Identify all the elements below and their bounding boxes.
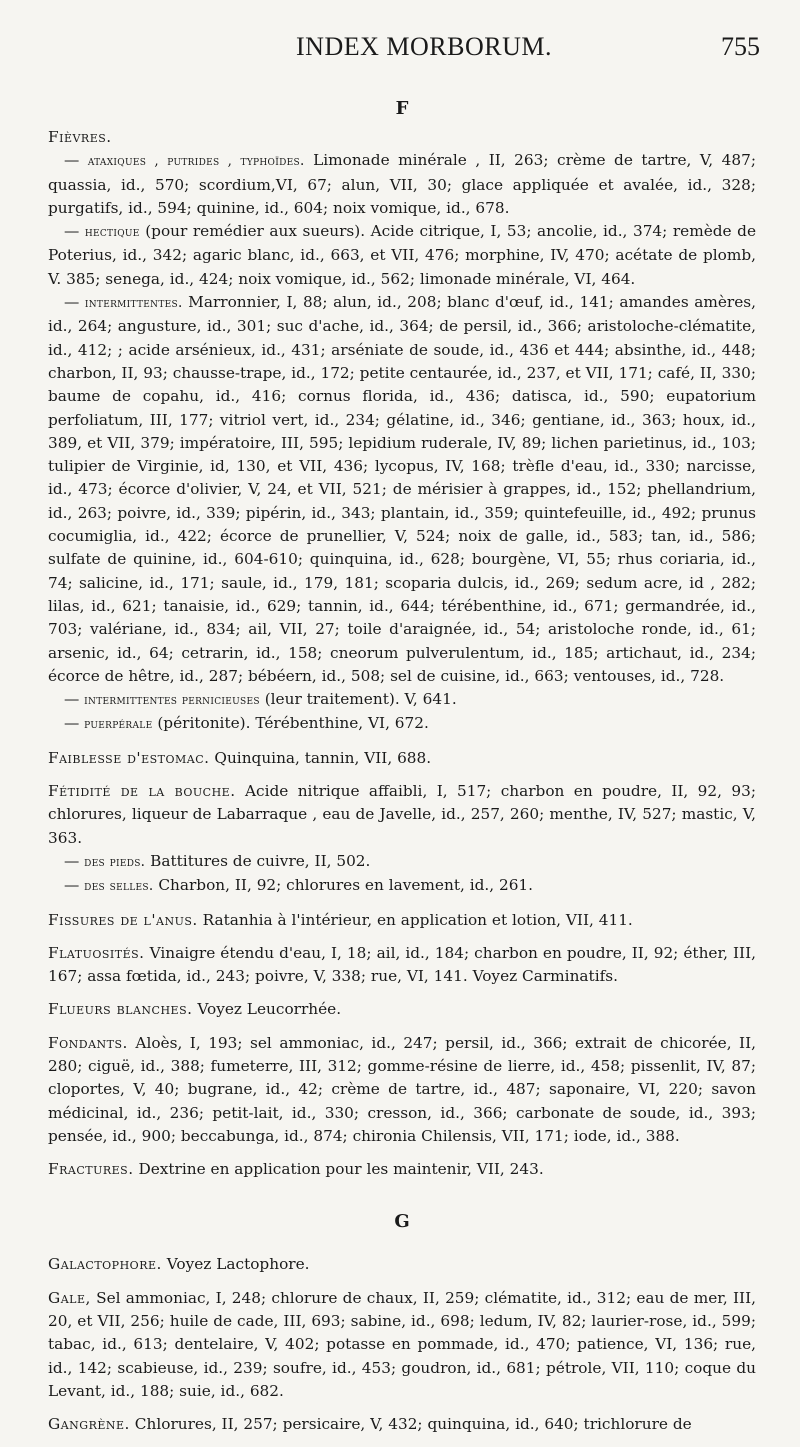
entry-heading: Gale, xyxy=(48,1288,91,1307)
sub-entry-hectique: — hectique (pour remédier aux sueurs). Acide citrique, I, 53; ancolie, id., 374; remède de Poterius, id., 342; agaric blanc, id., 663, et VII, 476; morphine, IV, 470; acétate de plomb, V. 385; senega, id., 424; noix vomique, id., 562; limonade minérale, VI, 464. xyxy=(48,222,756,288)
entry-heading: Flueurs blanches. xyxy=(48,1000,193,1019)
running-title: INDEX MORBORUM. xyxy=(296,32,552,61)
entry-heading: Fondants. xyxy=(48,1033,128,1052)
index-entry-fractures xyxy=(48,1158,756,1181)
entry-text: Aloès, I, 193; sel ammoniac, id., 247; persil, id., 366; extrait de chicorée, II, 280; ciguë, id., 388; fumeterre, III, 312; gomme-résine de lierre, id., 458; pissenlit, IV, 87; cloportes, V, 40; bugrane, id., 42; crème de tartre, id., 487; saponaire, VI, 220; savon médicinal, id., 236; petit-lait, id., 330; cresson, id., 366; carbonate de soude, id., 393; pensée, id., 900; beccabunga, id., 874; chironia Chilensis, VII, 171; iode, id., 388. xyxy=(48,1033,756,1145)
sub-entry-label: des pieds. xyxy=(84,853,146,870)
entry-heading: Fétidité de la bouche. xyxy=(48,782,236,801)
index-body xyxy=(48,92,756,1447)
sub-entry-label: des selles. xyxy=(84,878,154,895)
entry-heading: Faiblesse d'estomac. xyxy=(48,748,210,767)
entry-heading: Galactophore. xyxy=(48,1255,162,1274)
sub-entry-text: Charbon, II, 92; chlorures en lavement, id., 261. xyxy=(158,876,534,895)
sub-entry-label: intermittentes pernicieuses xyxy=(84,692,260,709)
sub-entry-label: ataxiques , putrides , typhoïdes. xyxy=(87,153,305,170)
index-entry-fondants xyxy=(48,1032,756,1148)
sub-entry-text: (pour remédier aux sueurs). Acide citrique, I, 53; ancolie, id., 374; remède de Poterius, id., 342; agaric blanc, id., 663, et VII, 476; morphine, IV, 470; acétate de plomb, V. 385; senega, id., 424; noix vomique, id., 562; limonade minérale, VI, 464. xyxy=(48,222,756,288)
page-number: 755 xyxy=(721,32,760,61)
section-letter-f: F xyxy=(395,98,409,119)
entry-heading: Fractures. xyxy=(48,1160,134,1179)
index-entry-fissures xyxy=(48,909,756,932)
running-header xyxy=(48,32,760,72)
index-entry-fievres xyxy=(48,126,756,149)
index-entry-gale xyxy=(48,1287,756,1403)
entry-text: Sel ammoniac, I, 248; chlorure de chaux, II, 259; clématite, id., 312; eau de mer, III, 20, et VII, 256; huile de cade, III, 693; sabine, id., 698; ledum, IV, 82; laurier-rose, id., 599; tabac, id., 613; dentelaire, V, 402; potasse en pommade, id., 470; patience, VI, 136; rue, id., 142; scabieuse, id., 239; soufre, id., 453; goudron, id., 681; pétrole, VII, 110; coque du Levant, id., 188; suie, id., 682. xyxy=(48,1288,756,1400)
sub-entry-pieds: — des pieds. Battitures de cuivre, II, 502. xyxy=(64,851,371,870)
entry-text: Voyez Leucorrhée. xyxy=(197,1000,342,1019)
index-entry-gangrene xyxy=(48,1413,756,1436)
sub-entry-text: (péritonite). Térébenthine, VI, 672. xyxy=(157,714,429,733)
sub-entry-ataxiques: — ataxiques , putrides , typhoïdes. Limonade minérale , II, 263; crème de tartre, V, 487; quassia, id., 570; scordium,VI, 67; alun, VII, 30; glace appliquée et avalée, id., 328; purgatifs, id., 594; quinine, id., 604; noix vomique, id., 678. xyxy=(48,151,756,217)
entry-text: Acide nitrique affaibli, I, 517; charbon en poudre, II, 92, 93; chlorures, liqueur de Labarraque , eau de Javelle, id., 257, 260; menthe, IV, 527; mastic, V, 363. xyxy=(48,782,756,847)
entry-text: Quinquina, tannin, VII, 688. xyxy=(214,748,432,767)
entry-text: Voyez Lactophore. xyxy=(166,1255,310,1274)
sub-entry-label: intermittentes. xyxy=(84,295,183,312)
entry-text: Dextrine en application pour les maintenir, VII, 243. xyxy=(138,1160,544,1179)
sub-entry-text: Limonade minérale , II, 263; crème de tartre, V, 487; quassia, id., 570; scordium,VI, 67; alun, VII, 30; glace appliquée et avalée, id., 328; purgatifs, id., 594; quinine, id., 604; noix vomique, id., 678. xyxy=(48,151,756,217)
entry-heading: Fièvres. xyxy=(48,128,112,146)
entry-heading: Fissures de l'anus. xyxy=(48,910,198,929)
section-letter-g: G xyxy=(394,1211,410,1233)
index-entry-flatuosites xyxy=(48,942,756,989)
sub-entry-pernicieuses: — intermittentes pernicieuses (leur traitement). V, 641. xyxy=(64,690,457,709)
index-entry-flueurs xyxy=(48,998,756,1021)
entry-heading: Gangrène. xyxy=(48,1415,130,1434)
index-entry-faiblesse xyxy=(48,747,756,770)
index-entry-fetidite xyxy=(48,780,756,850)
entry-text: Vinaigre étendu d'eau, I, 18; ail, id., 184; charbon en poudre, II, 92; éther, III, 167; assa fœtida, id., 243; poivre, V, 338; rue, VI, 141. Voyez Carminatifs. xyxy=(48,943,756,986)
sub-entry-text: Battitures de cuivre, II, 502. xyxy=(150,851,371,870)
sub-entry-label: hectique xyxy=(84,224,140,241)
index-entry-galactophore xyxy=(48,1253,756,1276)
entry-text: Chlorures, II, 257; persicaire, V, 432; quinquina, id., 640; trichlorure de xyxy=(134,1415,692,1434)
entry-text: Ratanhia à l'intérieur, en application et lotion, VII, 411. xyxy=(202,910,633,929)
section-gap xyxy=(48,1191,756,1205)
sub-entry-intermittentes: — intermittentes. Marronnier, I, 88; alun, id., 208; blanc d'œuf, id., 141; amandes amères, id., 264; angusture, id., 301; suc d'ache, id., 364; de persil, id., 366; aristoloche-clématite, id., 412; ; acide arsénieux, id., 431; arséniate de soude, id., 436 et 444; absinthe, id., 448; charbon, II, 93; chausse-trape, id., 172; petite centaurée, id., 237, et VII, 171; café, II, 330; baume de copahu, id., 416; cornus florida, id., 436; datisca, id., 590; eupatorium perfoliatum, III, 177; vitriol vert, id., 234; gélatine, id., 346; gentiane, id., 363; houx, id., 389, et VII, 379; impératoire, III, 595; lepidium ruderale, IV, 89; lichen parietinus, id., 103; tulipier de Virginie, id, 130, et VII, 436; lycopus, IV, 168; trèfle d'eau, id., 330; narcisse, id., 473; écorce d'olivier, V, 24, et VII, 521; de mérisier à grappes, id., 152; phellandrium, id., 263; poivre, id., 339; pipérin, id., 343; plantain, id., 359; quintefeuille, id., 492; prunus cocumiglia, id., 422; écorce de prunellier, V, 524; noix de galle, id., 583; tan, id., 586; sulfate de quinine, id., 604-610; quinquina, id., 628; bourgène, VI, 55; rhus coriaria, id., 74; salicine, id., 171; saule, id., 179, 181; scoparia dulcis, id., 269; sedum acre, id , 282; lilas, id., 621; tanaisie, id., 629; tannin, id., 644; térébenthine, id., 671; germandrée, id., 703; valériane, id., 834; ail, VII, 27; toile d'araignée, id., 54; aristoloche ronde, id., 61; arsenic, id., 64; cetrarin, id., 158; cneorum pulverulentum, id., 185; artichaut, id., 234; écorce de hêtre, id., 287; bébéern, id., 508; sel de cuisine, id., 663; ventouses, id., 728. xyxy=(48,293,756,685)
sub-entry-selles: — des selles. Charbon, II, 92; chlorures en lavement, id., 261. xyxy=(64,876,534,895)
sub-entry-text: Marronnier, I, 88; alun, id., 208; blanc d'œuf, id., 141; amandes amères, id., 264; angusture, id., 301; suc d'ache, id., 364; de persil, id., 366; aristoloche-clématite, id., 412; ; acide arsénieux, id., 431; arséniate de soude, id., 436 et 444; absinthe, id., 448; charbon, II, 93; chausse-trape, id., 172; petite centaurée, id., 237, et VII, 171; café, II, 330; baume de copahu, id., 416; cornus florida, id., 436; datisca, id., 590; eupatorium perfoliatum, III, 177; vitriol vert, id., 234; gélatine, id., 346; gentiane, id., 363; houx, id., 389, et VII, 379; impératoire, III, 595; lepidium ruderale, IV, 89; lichen parietinus, id., 103; tulipier de Virginie, id, 130, et VII, 436; lycopus, IV, 168; trèfle d'eau, id., 330; narcisse, id., 473; écorce d'olivier, V, 24, et VII, 521; de mérisier à grappes, id., 152; phellandrium, id., 263; poivre, id., 339; pipérin, id., 343; plantain, id., 359; quintefeuille, id., 492; prunus cocumiglia, id., 422; écorce de prunellier, V, 524; noix de galle, id., 583; tan, id., 586; sulfate de quinine, id., 604-610; quinquina, id., 628; bourgène, VI, 55; rhus coriaria, id., 74; salicine, id., 171; saule, id., 179, 181; scoparia dulcis, id., 269; sedum acre, id , 282; lilas, id., 621; tanaisie, id., 629; tannin, id., 644; térébenthine, id., 671; germandrée, id., 703; valériane, id., 834; ail, VII, 27; toile d'araignée, id., 54; aristoloche ronde, id., 61; arsenic, id., 64; cetrarin, id., 158; cneorum pulverulentum, id., 185; artichaut, id., 234; écorce de hêtre, id., 287; bébéern, id., 508; sel de cuisine, id., 663; ventouses, id., 728. xyxy=(48,293,756,685)
sub-entry-puerperale: — puerpérale (péritonite). Térébenthine, VI, 672. xyxy=(64,714,429,733)
sub-entry-text: (leur traitement). V, 641. xyxy=(264,690,457,709)
section-gap xyxy=(48,1239,756,1253)
sub-entry-label: puerpérale xyxy=(84,716,153,733)
entry-heading: Flatuosités. xyxy=(48,943,145,962)
